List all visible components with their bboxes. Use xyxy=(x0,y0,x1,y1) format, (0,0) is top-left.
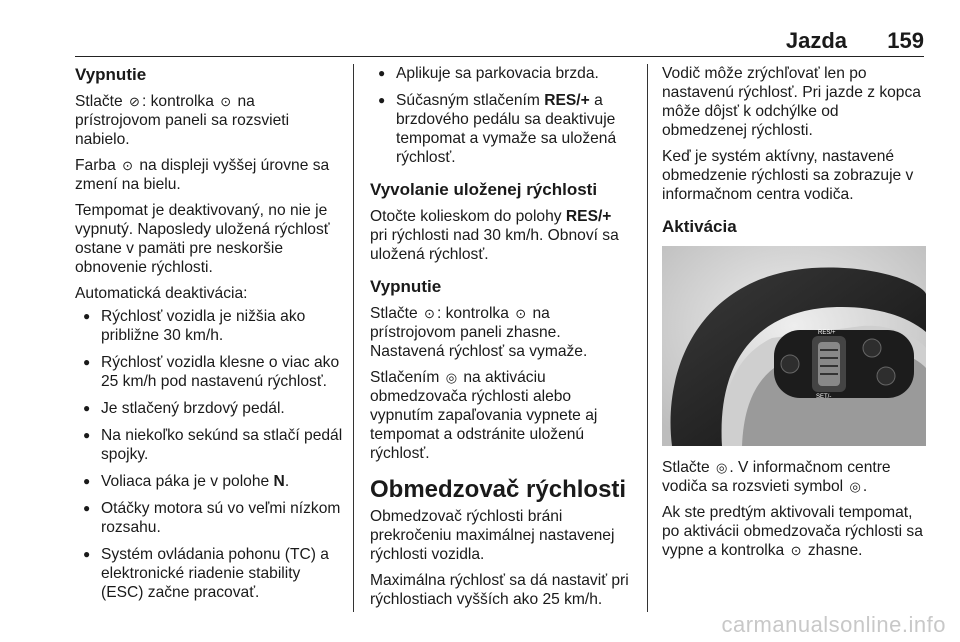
paragraph: Keď je systém aktívny, nastavené obmedzenie rýchlosti sa zobrazuje v informačnom centra vodiča. xyxy=(662,148,914,203)
cruise-control-icon: ⊙ xyxy=(220,94,232,109)
column-divider xyxy=(353,64,354,612)
section-heading-activation: Aktivácia xyxy=(662,217,737,236)
list-item: ● Voliaca páka je v polohe N. xyxy=(75,472,343,491)
column-2 xyxy=(370,64,632,616)
list-item: ● Otáčky motora sú vo veľmi nízkom rozsahu. xyxy=(75,499,343,537)
list-item: ● Systém ovládania pohonu (TC) a elektronické riadenie stability (ESC) začne pracovať. xyxy=(75,545,343,602)
column-divider xyxy=(647,64,648,612)
list-item: ● Rýchlosť vozidla je nižšia ako približne 30 km/h. xyxy=(75,307,343,345)
paragraph: Otočte kolieskom do polohy RES/+ pri rýchlosti nad 30 km/h. Obnoví sa uložená rýchlosť. xyxy=(370,208,619,263)
steering-wheel-photo xyxy=(662,246,926,446)
paragraph: Stlačte ⊙ : kontrolka ⊙ na prístrojovom paneli zhasne. Nastavená rýchlosť sa vymaže. xyxy=(370,305,588,360)
paragraph: Ak ste predtým aktivovali tempomat, po aktivácii obmedzovača rýchlosti sa vypne a kontrolka ⊙ zhasne. xyxy=(662,504,923,559)
set-label: SET/- xyxy=(816,394,832,400)
column-3 xyxy=(662,64,926,567)
list-item: ● Je stlačený brzdový pedál. xyxy=(75,399,343,418)
section-heading-off: Vypnutie xyxy=(75,65,147,84)
cruise-control-icon: ⊙ xyxy=(515,306,527,321)
section-heading-off: Vypnutie xyxy=(370,277,442,296)
paragraph: Tempomat je deaktivovaný, no nie je vypnutý. Naposledy uložená rýchlosť ostane v pamäti pre neskoršie obnovenie rýchlosti. xyxy=(75,202,330,276)
paragraph: Obmedzovač rýchlosti bráni prekročeniu maximálnej nastavenej rýchlosti vozidla. xyxy=(370,508,615,563)
header-rule xyxy=(75,56,924,57)
paragraph: Maximálna rýchlosť sa dá nastaviť pri rýchlostiach vyšších ako 25 km/h. xyxy=(370,572,629,608)
text: na displeji vyššej úrovne sa zmení na bielu. xyxy=(75,157,330,193)
section-heading-limiter: Obmedzovač rýchlosti xyxy=(370,476,627,503)
list-item: ● Aplikuje sa parkovacia brzda. xyxy=(370,64,632,83)
speed-limiter-icon: ◎ xyxy=(716,460,728,475)
paragraph: Automatická deaktivácia: xyxy=(75,285,248,302)
watermark: carmanualsonline.info xyxy=(721,612,946,637)
cruise-control-icon: ⊙ xyxy=(790,543,802,558)
page-number: 159 xyxy=(887,28,924,53)
paragraph: Vodič môže zrýchľovať len po nastavenú rýchlosť. Pri jazde z kopca môže dôjsť k odchýlke od obmedzenej rýchlosti. xyxy=(662,65,921,139)
paragraph xyxy=(75,156,343,194)
paragraph xyxy=(75,92,343,149)
section-heading-recall: Vyvolanie uloženej rýchlosti xyxy=(370,180,598,199)
list-item: ● Na niekoľko sekúnd sa stlačí pedál spojky. xyxy=(75,426,343,464)
speed-limiter-icon: ◎ xyxy=(445,370,458,385)
paragraph: Stlačte ◎ . V informačnom centre vodiča sa rozsvieti symbol ◎ . xyxy=(662,459,891,495)
cruise-control-off-icon: ⊘ xyxy=(129,94,140,109)
res-label: RES/+ xyxy=(818,330,836,336)
cruise-control-icon: ⊙ xyxy=(122,158,133,173)
paragraph: Stlačením ◎ na aktiváciu obmedzovača rýchlosti alebo vypnutím zapaľovania vypnete aj tempomat a odstránite uloženú rýchlosť. xyxy=(370,369,598,462)
text: Stlačte xyxy=(75,93,123,110)
column-1 xyxy=(75,64,343,610)
list-item: ● Rýchlosť vozidla klesne o viac ako 25 km/h pod nastavenú rýchlosť. xyxy=(75,353,343,391)
speed-limiter-icon: ◎ xyxy=(849,479,861,494)
bullet-list xyxy=(370,64,632,167)
text: Farba xyxy=(75,157,116,174)
text: : kontrolka xyxy=(141,93,214,110)
cruise-control-icon: ⊙ xyxy=(424,306,435,321)
text: na prístrojovom paneli sa rozsvieti nabielo. xyxy=(75,93,290,148)
header-title: Jazda xyxy=(785,28,847,53)
list-item: ● Súčasným stlačením RES/+ a brzdového pedálu sa deaktivuje tempomat a vymaže sa uložená rýchlosť. xyxy=(370,91,632,167)
bullet-list xyxy=(75,307,343,602)
